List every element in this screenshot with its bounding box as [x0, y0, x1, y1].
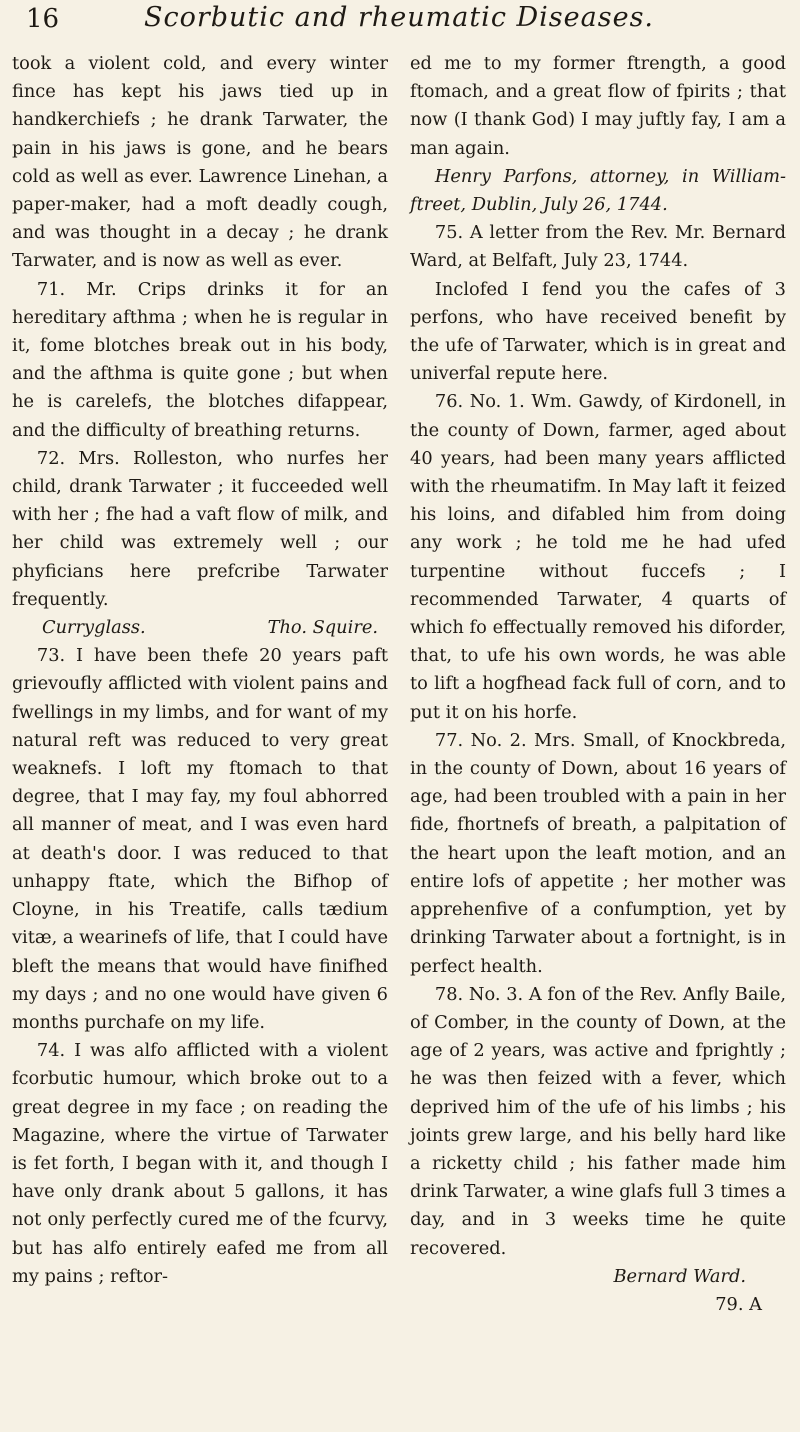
- case-77: 77. No. 2. Mrs. Small, of Knockbreda, in the county of Down, about 16 years of age, had been troubled with a pain in her fide, fhortnefs of breath, a palpitation of the heart upon the leaft motion, and an entire lofs of appetite ; her mother was apprehenfive of a confumption, yet by drinking Tarwater about a fortnight, is in perfect health.: [410, 729, 786, 977]
- case-75: 75. A letter from the Rev. Mr. Bernard Ward, at Belfaft, July 23, 1744.: [410, 222, 786, 272]
- page-header: [12, 0, 786, 50]
- signature-78: Bernard Ward.: [613, 1265, 746, 1287]
- case-78: 78. No. 3. A fon of the Rev. Anfly Baile, of Comber, in the county of Down, at the age of 2 years, was active and fprightly ; he was then feized with a fever, which deprived him of the ufe of his limbs ; his joints grew large, and his belly hard like a ricketty child ; his father made him drink Tarwater, a wine glafs full 3 times a day, and in 3 weeks time he quite recovered.: [410, 983, 786, 1259]
- page-number: 16: [26, 4, 60, 34]
- catchword: 79. A: [715, 1293, 762, 1315]
- signature-72-name: Tho. Squire.: [267, 617, 378, 639]
- running-head: Scorbutic and rheumatic Diseases.: [143, 2, 655, 33]
- case-71: 71. Mr. Crips drinks it for an hereditary afthma ; when he is regular in it, fome blotches break out in his body, and the afthma is quite gone ; but when he is carelefs, the blotches difappear, and the difficulty of breathing returns.: [12, 278, 388, 441]
- case-73: 73. I have been thefe 20 years paft grievoufly afflicted with violent pains and fwellings in my limbs, and for want of my natural reft was reduced to very great weaknefs. I loft my ftomach to that degree, that I may fay, my foul abhorred all manner of meat, and I was even hard at death's door. I was reduced to that unhappy ftate, which the Bifhop of Cloyne, in his Treatife, calls tædium vitæ, a wearinefs of life, that I could have bleft the means that would have finifhed my days ; and no one would have given 6 months purchafe on my life.: [12, 645, 388, 1033]
- text-columns: [12, 50, 786, 1319]
- paragraph-continued-right: ed me to my former ftrength, a good ftomach, and a great flow of fpirits ; that now (I thank God) I may juftly fay, I am a man again.: [410, 53, 786, 159]
- signature-74: Henry Parfons, attorney, in William-ftreet, Dublin, July 26, 1744.: [410, 165, 786, 216]
- right-column: [410, 50, 786, 1319]
- signature-72: [12, 614, 388, 642]
- case-76: 76. No. 1. Wm. Gawdy, of Kirdonell, in the county of Down, farmer, aged about 40 years, had been many years afflicted with the rheumatifm. In May laft it feized his loins, and difabled him from doing any work ; he told me he had ufed turpentine without fuccefs ; I recommended Tarwater, 4 quarts of which fo effectually removed his diforder, that, to ufe his own words, he was able to lift a hogfhead fack full of corn, and to put it on his horfe.: [410, 391, 786, 723]
- left-column: [12, 50, 388, 1319]
- paragraph-continued: took a violent cold, and every winter fince has kept his jaws tied up in handkerchiefs ; he drank Tarwater, the pain in his jaws is gone, and he bears cold as well as ever. Lawrence Linehan, a paper-maker, had a moft deadly cough, and was thought in a decay ; he drank Tarwater, and is now as well as ever.: [12, 53, 388, 272]
- case-74: 74. I was alfo afflicted with a violent fcorbutic humour, which broke out to a great degree in my face ; on reading the Magazine, where the virtue of Tarwater is fet forth, I began with it, and though I have only drank about 5 gallons, it has not only perfectly cured me of the fcurvy, but has alfo entirely eafed me from all my pains ; reftor-: [12, 1040, 388, 1287]
- signature-72-place: Curryglass.: [42, 617, 146, 639]
- case-75-body: Inclofed I fend you the cafes of 3 perfons, who have received benefit by the ufe of Tarwater, which is in great and univerfal repute here.: [410, 278, 786, 385]
- case-72: 72. Mrs. Rolleston, who nurfes her child, drank Tarwater ; it fucceeded well with her ; fhe had a vaft flow of milk, and her child was extremely well ; our phyficians here prefcribe Tarwater frequently.: [12, 447, 388, 610]
